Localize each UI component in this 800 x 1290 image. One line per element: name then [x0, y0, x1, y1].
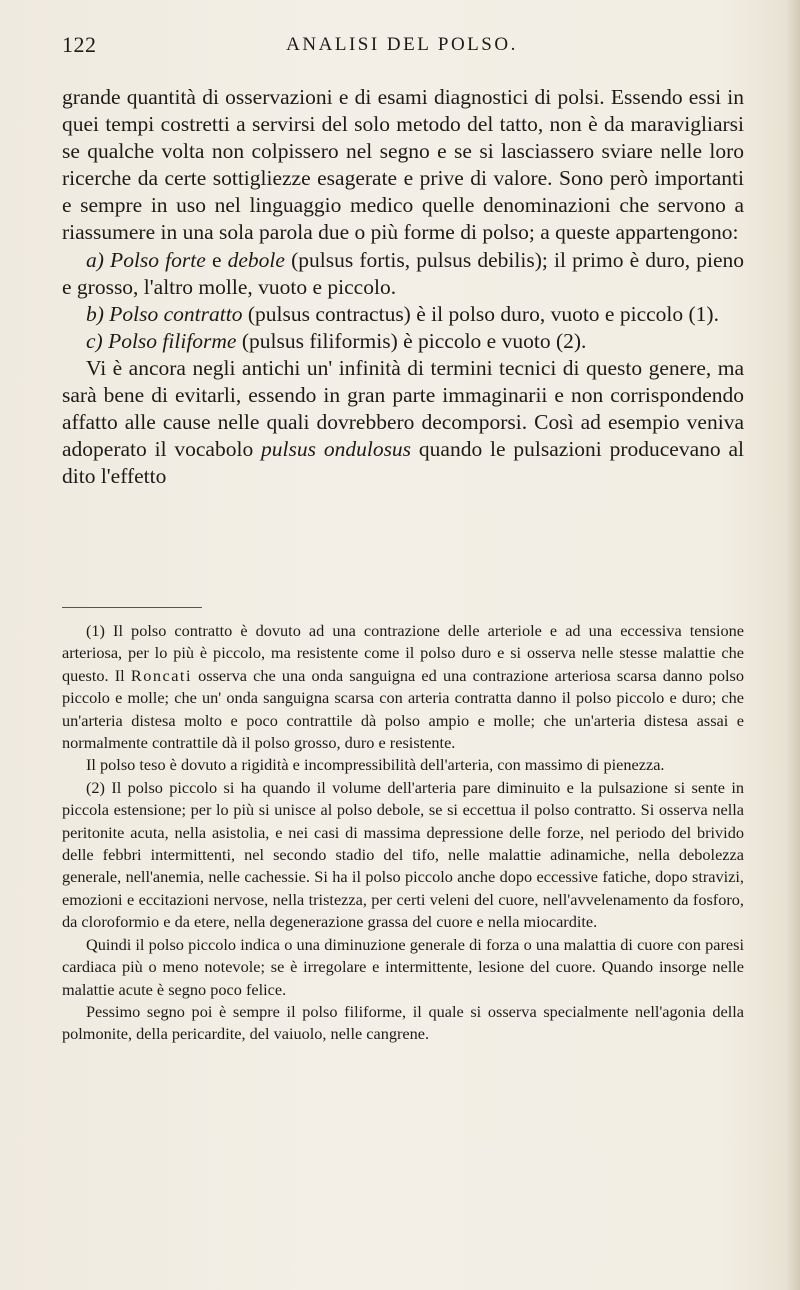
footnote-1-continued: Il polso teso è dovuto a rigidità e incompressibilità dell'arteria, con massimo di pienezza. [86, 755, 665, 775]
term-pulsus-ondulosus: pulsus ondulosus [261, 437, 412, 462]
term-polso-contratto: b) Polso contratto [86, 301, 243, 326]
term-polso-forte: a) Polso forte [86, 247, 206, 272]
page-header [62, 32, 742, 62]
item-a: a) Polso forte e debole (pulsus fortis, pulsus debilis); il primo è duro, pieno e grosso, l'altro molle, vuoto e piccolo. [62, 247, 744, 299]
paragraph-terms: Vi è ancora negli antichi un' infinità di termini tecnici di questo genere, ma sarà bene di evitarli, essendo in gran parte immaginarii e non corrispondendo affatto alle cause nelle quali dovrebbero decomporsi. Così ad esempio veniva adoperato il vocabolo pulsus ondulosus quando le pulsazioni producevano al dito l'effetto [62, 355, 744, 489]
term-polso-filiforme: c) Polso filiforme [86, 328, 237, 353]
item-a-text: (pulsus fortis, pulsus debilis); il primo è duro, pieno e grosso, l'altro molle, vuoto e piccolo. [62, 247, 744, 299]
item-c [62, 328, 744, 355]
footnote-2: (2) Il polso piccolo si ha quando il volume dell'arteria pare diminuito e la pulsazione si sente in piccola estensione; per lo più si unisce al polso debole, se si eccettua il polso contratto. Si osserva nella peritonite acuta, nella asistolia, e nei casi di massima depressione delle forze, nel periodo del brivido delle febbri intermittenti, nel secondo stadio del tifo, nelle malattie adinamiche, nella debolezza generale, nell'anemia, nelle cachessie. Si ha il polso piccolo anche dopo eccessive fatiche, dopo stravizi, emozioni e eccitazioni nervose, nella tristezza, per certi veleni del cuore, nell'avvelenamento da fosforo, da cloroformio e da etere, nella degenerazione grassa del cuore e nella miocardite. [62, 777, 744, 932]
paragraph-intro: grande quantità di osservazioni e di esami diagnostici di polsi. Essendo essi in quei tempi costretti a servirsi del solo metodo del tatto, non è da maravigliarsi se qualche volta non colpissero nel segno e se si lasciassero sviare nelle loro ricerche da certe sottigliezze esagerate e prive di valore. Sono però importanti e sempre in uso nel linguaggio medico quelle denominazioni che servono a riassumere in una sola parola due o più forme di polso; a queste appartengono: [62, 85, 744, 245]
footnote-2-continued: Quindi il polso piccolo indica o una diminuzione generale di forza o una malattia di cuore con paresi cardiaca più o meno notevole; se è irregolare e intermittente, lesione del cuore. Quando insorge nelle malattie acute è segno poco felice. [62, 934, 744, 999]
footnote-2-final: Pessimo segno poi è sempre il polso filiforme, il quale si osserva specialmente nell'agonia della polmonite, della pericardite, del vaiuolo, nelle cangrene. [62, 1001, 744, 1044]
author-name: Roncati [130, 665, 192, 685]
page-edge-shadow [786, 0, 800, 1290]
footnotes [62, 620, 744, 1046]
footnote-1: (1) Il polso contratto è dovuto ad una contrazione delle arteriole e ad una eccessiva tensione arteriosa, per lo più è piccolo, ma resistente come il polso duro e si osserva nelle stesse malattie che questo. Il Roncati osserva che una onda sanguigna ed una contrazione arteriosa scarsa danno polso piccolo e molle; che un' onda sanguigna scarsa con arteria contratta danno il polso piccolo e duro; che un'arteria distesa molto e poco contrattile dà polso ampio e molle; che un'arteria distesa assai e normalmente contrattile dà il polso grosso, duro e resistente. [62, 621, 745, 753]
main-text [62, 84, 744, 490]
footnote-separator [62, 607, 202, 608]
item-c-text: (pulsus filiformis) è piccolo e vuoto (2). [236, 328, 587, 353]
item-b [62, 301, 744, 328]
running-title: ANALISI DEL POLSO. [286, 34, 518, 55]
term-debole: debole [227, 247, 285, 272]
item-b-text: (pulsus contractus) è il polso duro, vuoto e piccolo (1). [242, 301, 719, 326]
page-number: 122 [62, 32, 97, 57]
